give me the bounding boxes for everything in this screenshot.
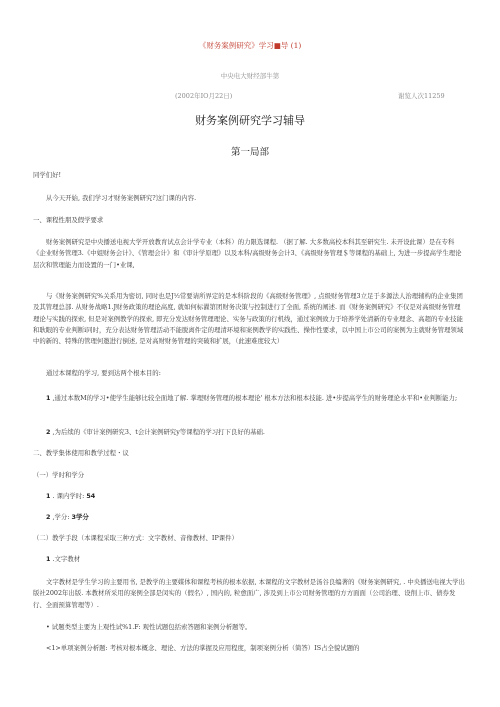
subsection-teaching-means: （二）教学手段（本课程采取三种方式：文字教材、音像教材、IP课件） <box>33 534 238 542</box>
section-heading-1: 一、课程性朋及假学要求 <box>33 216 104 224</box>
credits-label: ,学分: <box>52 513 70 521</box>
goal-item-1 <box>33 393 465 404</box>
view-count: 谢览人次11259 <box>398 92 445 100</box>
hours-value: 54 <box>86 492 96 500</box>
goal-1-text: ,通过本数M的学习•使学生能够比较全面地了解. 掌理财务管理的根本理论' 根本方法和根本技能. 进•步提高学生的财务理论水平和•业判断能力; <box>52 394 458 402</box>
materials-line <box>33 554 465 565</box>
main-heading: 财务案例研究学习辅导 <box>195 114 305 127</box>
credits-value: 3学分 <box>71 513 89 521</box>
materials-number: 1 <box>46 555 51 563</box>
materials-label: .文字教材 <box>52 555 81 563</box>
goal-2-number: 2 <box>46 428 51 436</box>
credits-line <box>33 512 465 523</box>
document-title: 《财务案例研究》学习■导 (1) <box>198 41 302 50</box>
hours-line <box>33 491 465 502</box>
organization-line: 中央电大财经部牛第 <box>220 72 280 80</box>
greeting: 同学们好! <box>33 171 62 179</box>
paragraph-2: 与《财务案例研究%关系用为密切, 同时也是J½常要请所界定的是本科阶段的《高级财务管理》, 点级财务管理3立足于多源法人治理辅构的企业集团及其管理总部. 从财务战略1.J财务政策的理论高度, 就如何标濯第团财务决策与控制进行了全面, 系统的阐述. 而《财务案例研究》不仅是对高级财务管理理论与实践的探索, 但是对案例教学的探索, 即充分发达财务管理理论、实务与政策的行机线，通过案例致力于培养学处清新的专业理念、高超的专业技能和耿眼的专业判断i同时，充分表达财务管理活动不能脱离件定的理清环境和案例教学的实践性、操作性要求，以中国上市公司的案例为主就财务管理领域中的新的、特殊的管理何邀进行倒述, 是对高财财务管理的突破和扩展，（此速难度较大） <box>33 292 464 346</box>
goal-1-number: 1 <box>46 394 51 402</box>
hours-number: 1 <box>46 492 51 500</box>
goal-item-2 <box>33 427 465 438</box>
hours-label: . 课内学时: <box>52 492 85 500</box>
paragraph-3: 通过本课程的学习, 要到达两个根本目的: <box>46 369 161 377</box>
intro-paragraph: 从今天开始, 我们学习才财务案例研究?这门课的内容. <box>46 194 197 202</box>
credits-number: 2 <box>46 513 51 521</box>
publish-date: (2002年IO月22日) <box>175 92 233 100</box>
paragraph-exam-types: • 试题类型主要为上观性试%1.F: 观性试题包括索答题和案例分析题等。 <box>46 623 252 631</box>
paragraph-single-case: <1>单项案例分析题: 考核对根本概念、理论、方法的掌握及应用程度，制项案例分析（简答）IS占全貌试题的 <box>46 644 360 652</box>
section-heading-2: 二、教学集体使用和教学过程・议 <box>33 449 129 457</box>
paragraph-materials: 文字教材是学生学习的主要用书, 是教学的主要媒体和课程考核的根本依据, 本课程的文字教材是汤谷良编著的《财务案例研究, . 中央播送电视大学出版社2002年出版. 本教材所采用的案例全部是闵实的（假名）, 国内的, 粒愈面广, 涉及到上市公司财务管理的方方面面（公司治理、设削上市、债券发行、全面预算管理等）. <box>33 578 465 609</box>
part-heading: 第一局部 <box>230 147 269 158</box>
paragraph-1: 财务案例研究是中央播送电视大学开放教育试点会计学专业（本科）的力限选课程. （据了解. 大多数高校本科其至研究生. 未开设此课）是在专科《企业财务管理3.《中姐财务会计》、《管理会计》和《审计学原理》以及本科/高级财务会计3、《高级财务管理＄等课程的基础上, 为进一步提高学生理论层次和管理能力而设置的一门•业课, <box>33 238 462 269</box>
subsection-hours-credits: （一）学时和学分 <box>33 471 85 479</box>
goal-2-text: ,为后续的《审计案例研究3、t会计案例研究y等课程的学习打下良好的基础. <box>52 428 265 436</box>
